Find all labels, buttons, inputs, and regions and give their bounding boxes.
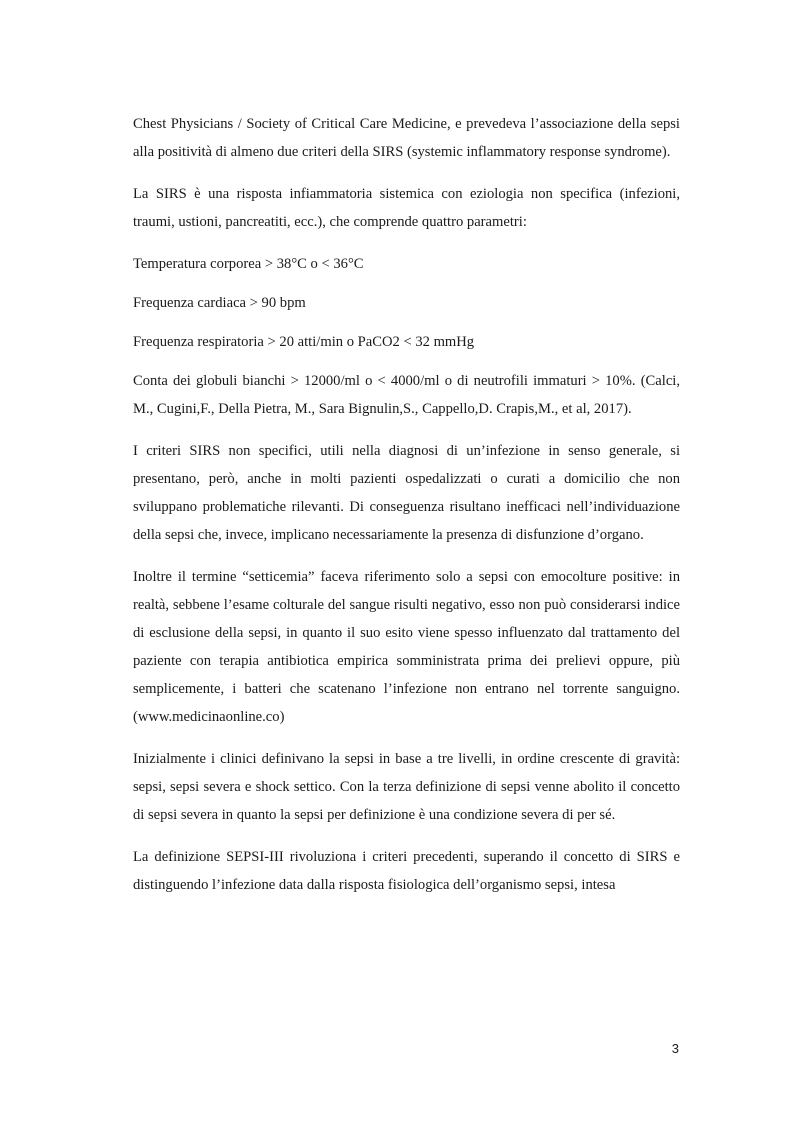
paragraph-sepsis-levels: Inizialmente i clinici definivano la sepsi in base a tre livelli, in ordine crescente di gravità: sepsi, sepsi severa e shock settico. Con la terza definizione di sepsi venne abolito il concetto di sepsi severa in quanto la sepsi per definizione è una condizione severa di per sé. (133, 751, 680, 823)
paragraph-sirs-intro: Chest Physicians / Society of Critical Care Medicine, e prevedeva l’associazione della sepsi alla positività di almeno due criteri della SIRS (systemic inflammatory response syndrome). (133, 116, 680, 160)
paragraph-septicemia: Inoltre il termine “setticemia” faceva riferimento solo a sepsi con emocolture positive: in realtà, sebbene l’esame colturale del sangue risulti negativo, esso non può considerarsi indice di esclusione della sepsi, in quanto il suo esito viene spesso influenzato dal trattamento del paziente con terapia antibiotica empirica somministrata prima dei prelievi oppure, più semplicemente, i batteri che scatenano l’infezione non entrano nel torrente sanguigno. (www.medicinaonline.co) (133, 569, 680, 725)
paragraph-temperature-criterion: Temperatura corporea > 38°C o < 36°C (133, 256, 364, 272)
body-text (133, 110, 680, 913)
paragraph-sirs-limits: I criteri SIRS non specifici, utili nella diagnosi di un’infezione in senso generale, si presentano, però, anche in molti pazienti ospedalizzati o curati a domicilio che non sviluppano problematiche rilevanti. Di conseguenza risultano inefficaci nell’individuazione della sepsi che, invece, implicano necessariamente la presenza di disfunzione d’organo. (133, 443, 680, 543)
paragraph-sepsis-3: La definizione SEPSI-III rivoluziona i criteri precedenti, superando il concetto di SIRS e distinguendo l’infezione data dalla risposta fisiologica dell’organismo sepsi, intesa (133, 849, 680, 893)
page-number: 3 (671, 1041, 679, 1056)
paragraph-sirs-definition: La SIRS è una risposta infiammatoria sistemica con eziologia non specifica (infezioni, traumi, ustioni, pancreatiti, ecc.), che comprende quattro parametri: (133, 186, 680, 230)
paragraph-heart-rate-criterion: Frequenza cardiaca > 90 bpm (133, 295, 306, 311)
paragraph-respiratory-criterion: Frequenza respiratoria > 20 atti/min o PaCO2 < 32 mmHg (133, 334, 475, 350)
paragraph-white-cells-criterion: Conta dei globuli bianchi > 12000/ml o < 4000/ml o di neutrofili immaturi > 10%. (Calci, M., Cugini,F., Della Pietra, M., Sara Bignulin,S., Cappello,D. Crapis,M., et al, 2017). (133, 373, 680, 417)
